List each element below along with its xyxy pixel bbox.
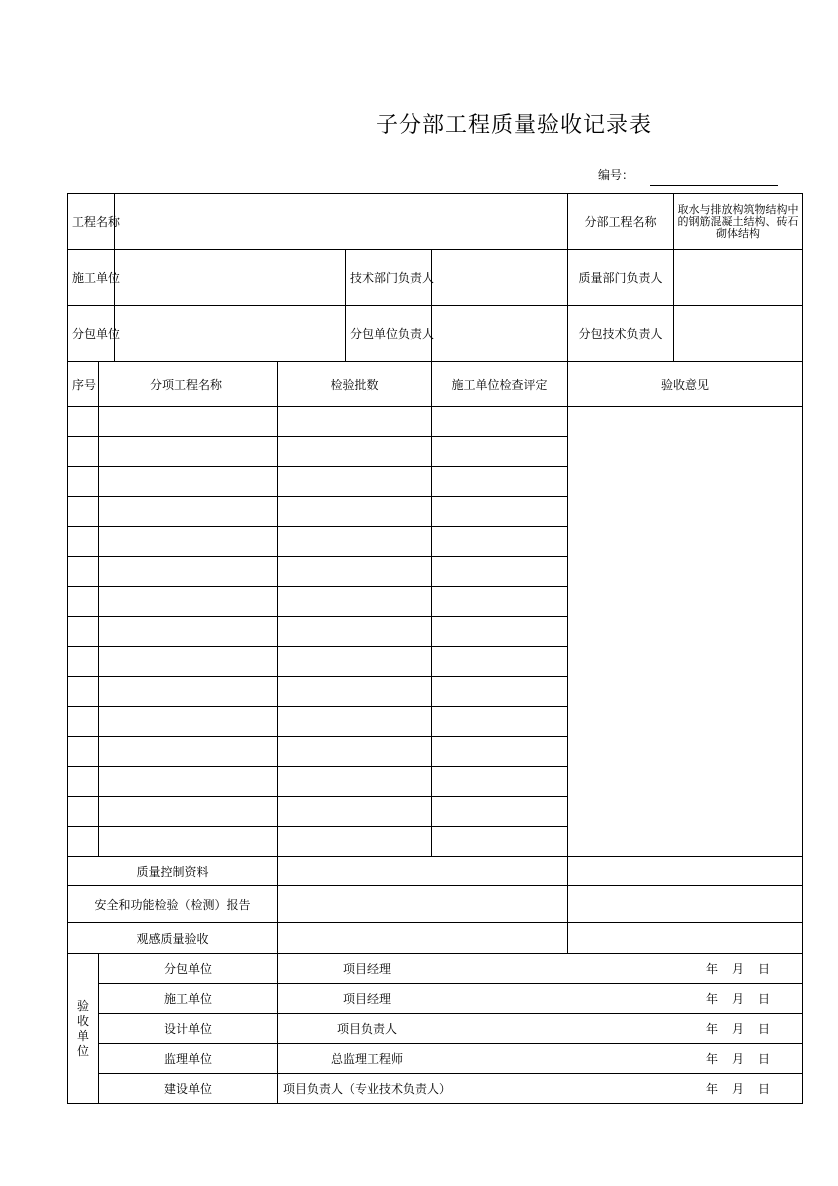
date-day-label: 日 xyxy=(758,1082,771,1096)
batch-count-cell[interactable] xyxy=(278,797,432,827)
batch-count-header: 检验批数 xyxy=(278,362,432,407)
signoff-role-text: 项目负责人 xyxy=(337,1022,398,1036)
signoff-unit: 设计单位 xyxy=(99,1014,278,1044)
contractor-eval-cell[interactable] xyxy=(432,647,568,677)
signoff-role xyxy=(278,954,461,984)
seq-header: 序号 xyxy=(68,362,99,407)
contractor-eval-header: 施工单位检查评定 xyxy=(432,362,568,407)
item-name-cell[interactable] xyxy=(99,437,278,467)
contractor-eval-cell[interactable] xyxy=(432,407,568,437)
signoff-role-text: 项目经理 xyxy=(343,962,392,976)
item-name-cell[interactable] xyxy=(99,827,278,857)
item-name-cell[interactable] xyxy=(99,617,278,647)
seq-cell[interactable] xyxy=(68,647,99,677)
signoff-role-text: 总监理工程师 xyxy=(331,1052,404,1066)
item-name-cell[interactable] xyxy=(99,497,278,527)
contractor-eval-cell[interactable] xyxy=(432,827,568,857)
seq-cell[interactable] xyxy=(68,407,99,437)
subcontractor-label: 分包单位 xyxy=(68,306,115,362)
project-name-label: 工程名称 xyxy=(68,194,115,250)
date-year-label: 年 xyxy=(705,1082,718,1096)
date-month-label: 月 xyxy=(731,1052,744,1066)
contractor-eval-cell[interactable] xyxy=(432,497,568,527)
summary-label: 观感质量验收 xyxy=(68,923,278,954)
date-month-label: 月 xyxy=(731,1082,744,1096)
batch-count-cell[interactable] xyxy=(278,737,432,767)
batch-count-cell[interactable] xyxy=(278,827,432,857)
project-name-field[interactable] xyxy=(115,194,568,250)
contractor-eval-cell[interactable] xyxy=(432,437,568,467)
doc-number-field[interactable] xyxy=(650,185,778,186)
seq-cell[interactable] xyxy=(68,437,99,467)
date-day-label: 日 xyxy=(758,992,771,1006)
batch-count-cell[interactable] xyxy=(278,407,432,437)
signoff-row xyxy=(68,1074,803,1104)
contractor-eval-cell[interactable] xyxy=(432,797,568,827)
quality-dept-head-field[interactable] xyxy=(674,250,803,306)
item-name-cell[interactable] xyxy=(99,527,278,557)
sub-unit-head-label: 分包单位负责人 xyxy=(346,306,432,362)
seq-cell[interactable] xyxy=(68,677,99,707)
signoff-date[interactable] xyxy=(461,1074,803,1104)
contractor-label: 施工单位 xyxy=(68,250,115,306)
batch-count-cell[interactable] xyxy=(278,557,432,587)
date-year-label: 年 xyxy=(705,1052,718,1066)
contractor-eval-cell[interactable] xyxy=(432,527,568,557)
item-name-cell[interactable] xyxy=(99,767,278,797)
date-month-label: 月 xyxy=(731,1022,744,1036)
seq-cell[interactable] xyxy=(68,467,99,497)
contractor-eval-cell[interactable] xyxy=(432,467,568,497)
seq-cell[interactable] xyxy=(68,557,99,587)
signoff-date[interactable] xyxy=(461,984,803,1014)
contractor-eval-cell[interactable] xyxy=(432,587,568,617)
sub-division-label: 分部工程名称 xyxy=(568,194,674,250)
date-day-label: 日 xyxy=(758,1052,771,1066)
contractor-eval-cell[interactable] xyxy=(432,707,568,737)
subcontractor-field[interactable] xyxy=(115,306,346,362)
summary-eval-field[interactable] xyxy=(278,857,568,886)
summary-label: 安全和功能检验（检测）报告 xyxy=(68,886,278,923)
signoff-date[interactable] xyxy=(461,954,803,984)
batch-count-cell[interactable] xyxy=(278,767,432,797)
batch-count-cell[interactable] xyxy=(278,527,432,557)
contractor-eval-cell[interactable] xyxy=(432,767,568,797)
batch-count-cell[interactable] xyxy=(278,437,432,467)
batch-count-cell[interactable] xyxy=(278,647,432,677)
item-name-cell[interactable] xyxy=(99,797,278,827)
signoff-role xyxy=(278,1044,461,1074)
item-name-cell[interactable] xyxy=(99,677,278,707)
signoff-row xyxy=(68,1014,803,1044)
item-name-cell[interactable] xyxy=(99,737,278,767)
contractor-eval-cell[interactable] xyxy=(432,557,568,587)
seq-cell[interactable] xyxy=(68,827,99,857)
signoff-unit: 施工单位 xyxy=(99,984,278,1014)
date-year-label: 年 xyxy=(705,1022,718,1036)
acceptance-units-text: 验收单位 xyxy=(77,998,90,1058)
contractor-eval-cell[interactable] xyxy=(432,677,568,707)
date-day-label: 日 xyxy=(758,1022,771,1036)
tech-dept-head-field[interactable] xyxy=(432,250,568,306)
signoff-unit: 建设单位 xyxy=(99,1074,278,1104)
summary-label: 质量控制资料 xyxy=(68,857,278,886)
sub-tech-head-label: 分包技术负责人 xyxy=(568,306,674,362)
item-name-cell[interactable] xyxy=(99,587,278,617)
item-name-cell[interactable] xyxy=(99,407,278,437)
item-name-cell[interactable] xyxy=(99,707,278,737)
signoff-role xyxy=(278,984,461,1014)
signoff-date[interactable] xyxy=(461,1044,803,1074)
summary-opinion-field[interactable] xyxy=(568,857,803,886)
seq-cell[interactable] xyxy=(68,707,99,737)
batch-count-cell[interactable] xyxy=(278,587,432,617)
item-name-cell[interactable] xyxy=(99,557,278,587)
seq-cell[interactable] xyxy=(68,797,99,827)
signoff-role-text: 项目负责人（专业技术负责人） xyxy=(283,1082,452,1096)
seq-cell[interactable] xyxy=(68,497,99,527)
seq-cell[interactable] xyxy=(68,767,99,797)
seq-cell[interactable] xyxy=(68,527,99,557)
page-title: 子分部工程质量验收记录表 xyxy=(375,113,652,138)
signoff-row xyxy=(68,984,803,1014)
acceptance-opinion-header: 验收意见 xyxy=(568,362,803,407)
signoff-row xyxy=(68,954,803,984)
date-month-label: 月 xyxy=(731,962,744,976)
acceptance-opinion-field[interactable] xyxy=(568,407,803,857)
seq-cell[interactable] xyxy=(68,587,99,617)
quality-dept-head-label: 质量部门负责人 xyxy=(568,250,674,306)
sub-tech-head-field[interactable] xyxy=(674,306,803,362)
item-name-cell[interactable] xyxy=(99,467,278,497)
signoff-role xyxy=(278,1074,461,1104)
tech-dept-head-label: 技术部门负责人 xyxy=(346,250,432,306)
contractor-eval-cell[interactable] xyxy=(432,737,568,767)
batch-count-cell[interactable] xyxy=(278,677,432,707)
seq-cell[interactable] xyxy=(68,617,99,647)
sub-unit-head-field[interactable] xyxy=(432,306,568,362)
signoff-role-text: 项目经理 xyxy=(343,992,392,1006)
batch-count-cell[interactable] xyxy=(278,467,432,497)
doc-number-label: 编号： xyxy=(598,168,635,182)
sub-division-value[interactable]: 取水与排放构筑物结构中的钢筋混凝土结构、砖石砌体结构 xyxy=(674,194,803,250)
date-year-label: 年 xyxy=(705,962,718,976)
summary-eval-field[interactable] xyxy=(278,886,568,923)
summary-opinion-field[interactable] xyxy=(568,886,803,923)
date-day-label: 日 xyxy=(758,962,771,976)
batch-count-cell[interactable] xyxy=(278,617,432,647)
item-rows xyxy=(68,407,803,857)
summary-opinion-field[interactable] xyxy=(568,923,803,954)
item-name-cell[interactable] xyxy=(99,647,278,677)
acceptance-units-label xyxy=(68,954,99,1104)
signoff-unit: 分包单位 xyxy=(99,954,278,984)
acceptance-form-table xyxy=(67,193,803,1104)
contractor-field[interactable] xyxy=(115,250,346,306)
signoff-date[interactable] xyxy=(461,1014,803,1044)
contractor-eval-cell[interactable] xyxy=(432,617,568,647)
date-year-label: 年 xyxy=(705,992,718,1006)
signoff-row xyxy=(68,1044,803,1074)
batch-count-cell[interactable] xyxy=(278,497,432,527)
batch-count-cell[interactable] xyxy=(278,707,432,737)
signoff-unit: 监理单位 xyxy=(99,1044,278,1074)
signoff-role xyxy=(278,1014,461,1044)
table-row xyxy=(68,407,803,437)
item-name-header: 分项工程名称 xyxy=(99,362,278,407)
summary-eval-field[interactable] xyxy=(278,923,568,954)
seq-cell[interactable] xyxy=(68,737,99,767)
signoff-rows xyxy=(68,954,803,1104)
date-month-label: 月 xyxy=(731,992,744,1006)
